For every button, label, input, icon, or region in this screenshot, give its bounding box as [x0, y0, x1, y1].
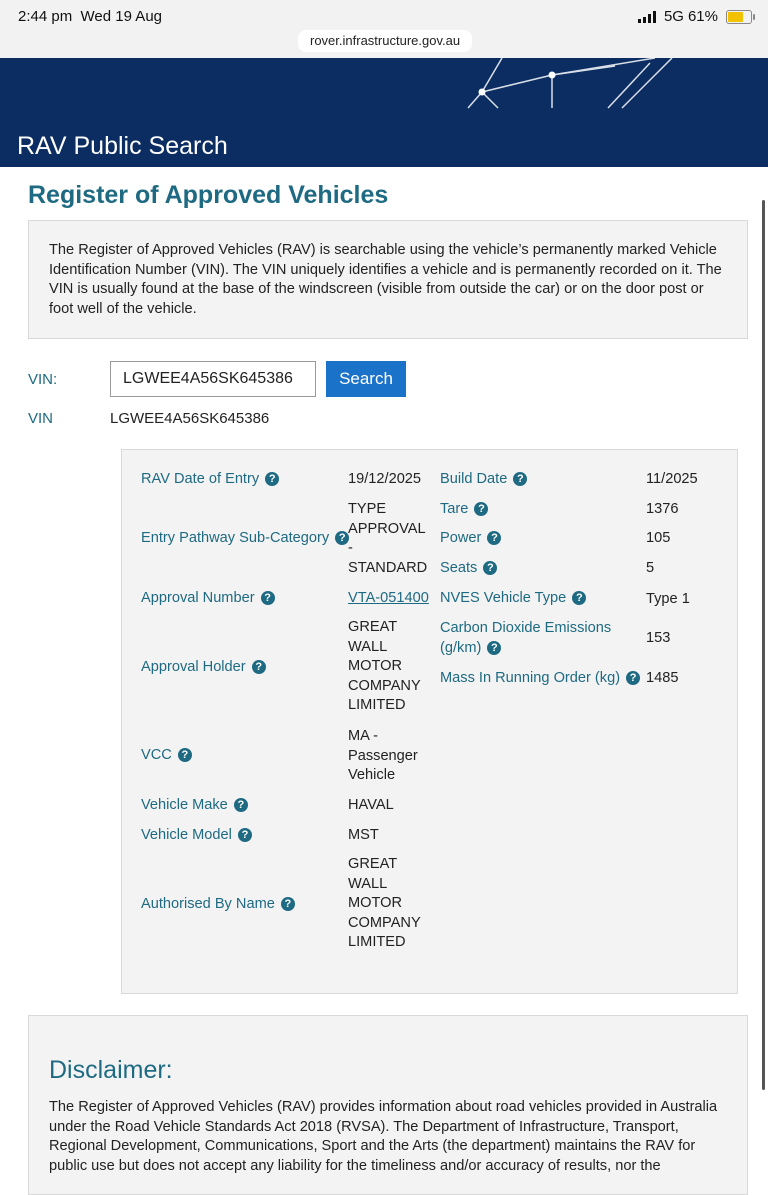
power-value: 105 — [646, 530, 671, 546]
url-bar[interactable]: rover.infrastructure.gov.au — [298, 30, 472, 52]
co2-value: 153 — [646, 630, 671, 646]
rav-date-value: 19/12/2025 — [348, 471, 422, 487]
page-title: Register of Approved Vehicles — [28, 181, 389, 209]
signal-bars-icon — [638, 11, 656, 23]
approval-number-value — [348, 589, 429, 609]
question-circle-icon[interactable]: ? — [261, 591, 275, 605]
vehicle-model-value: MST — [348, 827, 379, 843]
vehicle-make-label: Vehicle Make ? — [141, 796, 248, 816]
approval-number-label: Approval Number ? — [141, 589, 275, 609]
authorised-by-value: GREAT WALL MOTOR COMPANY LIMITED — [348, 856, 421, 951]
question-circle-icon[interactable]: ? — [626, 671, 640, 685]
vehicle-make-value: HAVAL — [348, 797, 394, 813]
site-header — [0, 58, 768, 167]
pathway-value: TYPE APPROVAL - STANDARD — [348, 501, 428, 576]
vehicle-model-label: Vehicle Model ? — [141, 826, 252, 846]
question-circle-icon[interactable]: ? — [178, 748, 192, 762]
question-circle-icon[interactable]: ? — [265, 472, 279, 486]
build-date-value: 11/2025 — [646, 471, 698, 487]
battery-percent: 61% — [687, 8, 718, 25]
vin-input[interactable] — [110, 361, 316, 397]
result-vin-value: LGWEE4A56SK645386 — [110, 410, 270, 427]
disclaimer-text: The Register of Approved Vehicles (RAV) provides information about road vehicles provided in Australia under the Road Vehicle Standards Act 2018 (RVSA). The Department of Infrastructure, Transport, Regional Development, Communications, Sport and the Arts (the department) maintains the RAV for public use but does not accept any liability for the timeliness and/or accuracy of results, nor the — [49, 1099, 718, 1174]
nves-type-label: NVES Vehicle Type ? — [440, 589, 586, 609]
pathway-label: Entry Pathway Sub-Category ? — [141, 529, 349, 549]
approval-holder-value: GREAT WALL MOTOR COMPANY LIMITED — [348, 619, 421, 714]
question-circle-icon[interactable]: ? — [483, 561, 497, 575]
approval-number-link[interactable]: VTA-051400 — [348, 590, 429, 606]
question-circle-icon[interactable]: ? — [335, 531, 349, 545]
question-circle-icon[interactable]: ? — [238, 828, 252, 842]
seats-value: 5 — [646, 560, 655, 576]
vehicle-details-panel — [121, 449, 738, 994]
network-type: 5G — [663, 8, 684, 25]
question-circle-icon[interactable]: ? — [572, 591, 586, 605]
status-date: Wed 19 Aug — [80, 8, 162, 25]
status-time: 2:44 pm — [18, 8, 73, 25]
search-button[interactable]: Search — [326, 361, 406, 397]
battery-icon — [726, 10, 752, 24]
result-vin-label: VIN — [28, 410, 54, 427]
disclaimer-title: Disclaimer: — [49, 1056, 173, 1084]
intro-text: The Register of Approved Vehicles (RAV) is searchable using the vehicle’s permanently marked Vehicle Identification Number (VIN). The VIN uniquely identifies a vehicle and is permanently recorded on it. The VIN is usually found at the base of the windscreen (visible from outside the car) or on the door post or foot well of the vehicle. — [49, 242, 722, 317]
authorised-by-label: Authorised By Name ? — [141, 895, 295, 915]
mass-label: Mass In Running Order (kg) ? — [440, 669, 640, 689]
status-bar — [0, 0, 768, 58]
question-circle-icon[interactable]: ? — [513, 472, 527, 486]
mass-value: 1485 — [646, 670, 679, 686]
power-label: Power ? — [440, 529, 501, 549]
question-circle-icon[interactable]: ? — [234, 798, 248, 812]
tare-label: Tare ? — [440, 500, 488, 520]
nves-type-value: Type 1 — [646, 591, 690, 607]
vcc-label: VCC ? — [141, 746, 192, 766]
question-circle-icon[interactable]: ? — [474, 502, 488, 516]
network-graphic — [440, 58, 768, 167]
status-indicators — [638, 8, 752, 25]
site-title[interactable]: RAV Public Search — [17, 132, 228, 160]
seats-label: Seats ? — [440, 559, 497, 579]
disclaimer-box — [28, 1015, 748, 1195]
question-circle-icon[interactable]: ? — [252, 660, 266, 674]
question-circle-icon[interactable]: ? — [487, 531, 501, 545]
rav-date-label: RAV Date of Entry ? — [141, 470, 279, 490]
co2-label: Carbon Dioxide Emissions (g/km) ? — [440, 620, 612, 656]
page-scrollbar[interactable] — [762, 200, 765, 1090]
intro-box — [28, 220, 748, 339]
approval-holder-label: Approval Holder ? — [141, 658, 266, 678]
question-circle-icon[interactable]: ? — [487, 641, 501, 655]
question-circle-icon[interactable]: ? — [281, 897, 295, 911]
status-time-date — [18, 8, 162, 25]
build-date-label: Build Date ? — [440, 470, 527, 490]
vin-label: VIN: — [28, 371, 58, 388]
vcc-value: MA - Passenger Vehicle — [348, 728, 418, 784]
tare-value: 1376 — [646, 501, 679, 517]
